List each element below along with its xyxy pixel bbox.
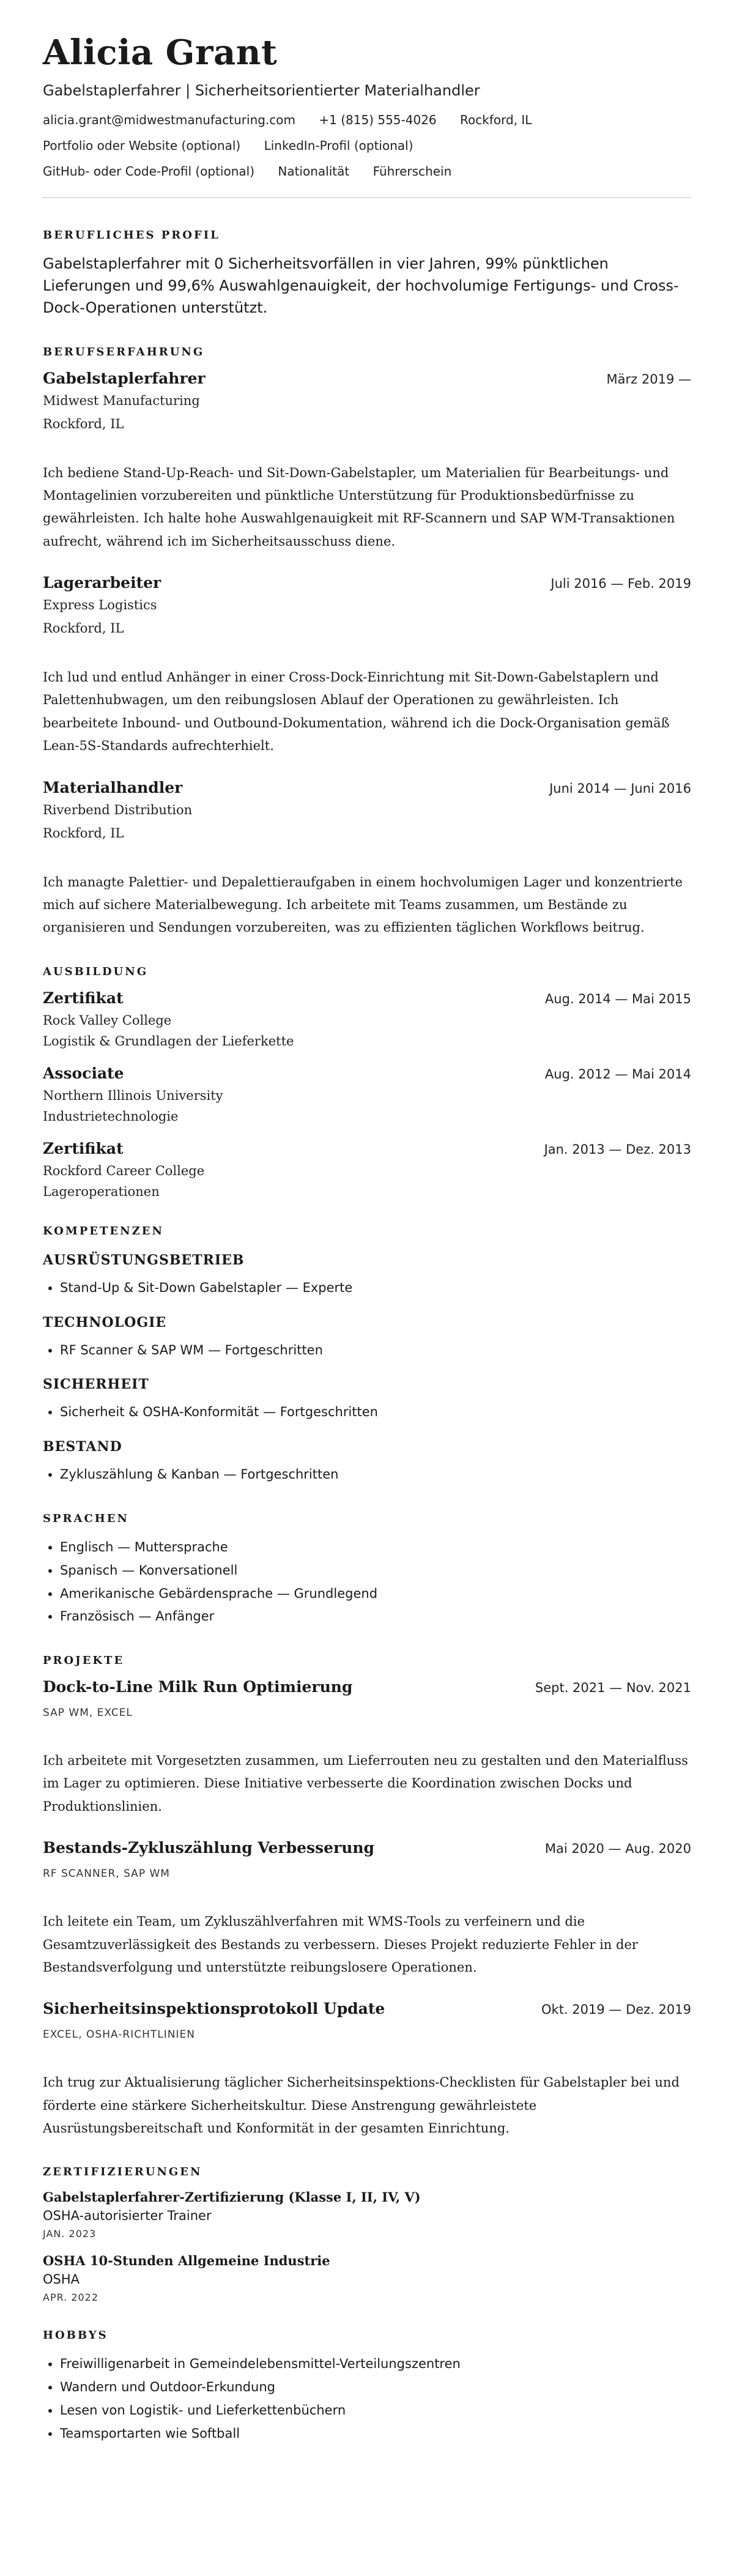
skill-item: • Sicherheit & OSHA-Konformität — Fortgeschritten <box>60 1401 691 1424</box>
degree-title: Associate <box>43 1064 124 1082</box>
education-entry <box>43 1140 691 1199</box>
hobbies-heading: HOBBYS <box>43 2329 108 2342</box>
school-name: Rock Valley College <box>43 1012 172 1028</box>
job-location: Rockford, IL <box>43 416 124 431</box>
education-entry <box>43 989 691 1049</box>
nationality-text: Nationalität <box>278 163 350 179</box>
certification-org: OSHA <box>43 2272 80 2287</box>
project-date: Mai 2020 — Aug. 2020 <box>544 1841 691 1857</box>
project-description: Ich arbeitete mit Vorgesetzten zusammen, um Lieferrouten neu zu gestalten und den Materialfluss im Lager zu optimieren. Diese Initiative verbesserte die Koordination zwischen Docks und Produktionslinien. <box>43 1753 688 1814</box>
language-item: • Spanisch — Konversationell <box>60 1559 691 1583</box>
job-description: Ich bediene Stand-Up-Reach- und Sit-Down-Gabelstapler, um Materialien für Bearbeitungs- und Montagelinien vorzubereiten und pünktliche Unterstützung für Produktionsbedürfnisse zu gewährleisten. Ich halte hohe Auswahlgenauigkeit mit RF-Scannern und SAP WM-Transaktionen aufrecht, während ich im Sicherheitsausschuss diene. <box>43 465 675 549</box>
experience-section <box>43 346 691 940</box>
skill-item: • Zykluszählung & Kanban — Fortgeschritten <box>60 1463 691 1487</box>
skill-group-title: AUSRÜSTUNGSBETRIEB <box>43 1252 245 1268</box>
skill-list <box>43 1401 691 1424</box>
job-location: Rockford, IL <box>43 621 124 636</box>
education-date: Aug. 2014 — Mai 2015 <box>544 991 691 1006</box>
certification-entry <box>43 2253 691 2303</box>
projects-section <box>43 1654 691 2140</box>
certification-entry <box>43 2189 691 2240</box>
certification-name: OSHA 10-Stunden Allgemeine Industrie <box>43 2253 330 2269</box>
email-link[interactable]: alicia.grant@midwestmanufacturing.com <box>43 112 296 127</box>
skill-list <box>43 1277 691 1300</box>
job-description: Ich managte Palettier- und Depalettieraufgaben in einem hochvolumigen Lager und konzentrierte mich auf sichere Materialbewegung. Ich arbeitete mit Teams zusammen, um Bestände zu organisieren und Sendungen vorzubereiten, was zu effizienten täglichen Workflows beitrug. <box>43 874 683 935</box>
experience-entry <box>43 369 691 554</box>
study-field: Industrietechnologie <box>43 1108 179 1124</box>
contact-row-3 <box>43 164 691 179</box>
contact-row-2 <box>43 138 691 153</box>
school-name: Rockford Career College <box>43 1163 205 1178</box>
company-name: Riverbend Distribution <box>43 802 193 817</box>
location-text: Rockford, IL <box>460 112 532 127</box>
job-date: Juli 2016 — Feb. 2019 <box>550 576 691 592</box>
education-section <box>43 965 691 1199</box>
skill-group-title: TECHNOLOGIE <box>43 1314 167 1331</box>
education-date: Aug. 2012 — Mai 2014 <box>544 1066 691 1082</box>
education-date: Jan. 2013 — Dez. 2013 <box>544 1141 691 1157</box>
education-heading: AUSBILDUNG <box>43 965 149 978</box>
certification-date: APR. 2022 <box>43 2292 99 2304</box>
job-title: Gabelstaplerfahrer <box>43 369 206 387</box>
languages-heading: SPRACHEN <box>43 1512 129 1525</box>
project-name: Sicherheitsinspektionsprotokoll Update <box>43 2000 385 2018</box>
language-item: • Französisch — Anfänger <box>60 1605 691 1628</box>
project-name: Dock-to-Line Milk Run Optimierung <box>43 1678 353 1696</box>
project-entry <box>43 1678 691 1818</box>
experience-heading: BERUFSERFAHRUNG <box>43 345 205 358</box>
candidate-name: Alicia Grant <box>43 32 278 73</box>
skill-list <box>43 1339 691 1362</box>
job-date: März 2019 — <box>606 371 691 387</box>
hobby-list <box>43 2353 691 2445</box>
company-name: Midwest Manufacturing <box>43 393 200 408</box>
contact-row-1 <box>43 113 691 127</box>
skills-section <box>43 1225 691 1487</box>
degree-title: Zertifikat <box>43 989 124 1007</box>
certification-date: JAN. 2023 <box>43 2228 97 2240</box>
certifications-heading: ZERTIFIZIERUNGEN <box>43 2166 202 2179</box>
experience-entry <box>43 779 691 940</box>
skill-list <box>43 1463 691 1487</box>
header-divider <box>43 197 691 198</box>
job-date: Juni 2014 — Juni 2016 <box>549 781 691 796</box>
experience-entry <box>43 574 691 758</box>
project-date: Sept. 2021 — Nov. 2021 <box>535 1680 691 1696</box>
project-entry <box>43 1839 691 1979</box>
github-link[interactable]: GitHub- oder Code-Profil (optional) <box>43 163 255 179</box>
project-tech: EXCEL, OSHA-RICHTLINIEN <box>43 2029 195 2041</box>
project-entry <box>43 2000 691 2140</box>
hobby-item: • Lesen von Logistik- und Lieferkettenbüchern <box>60 2399 691 2422</box>
study-field: Lageroperationen <box>43 1184 160 1199</box>
skill-group-title: BESTAND <box>43 1439 122 1455</box>
language-item: • Amerikanische Gebärdensprache — Grundlegend <box>60 1583 691 1606</box>
job-title: Lagerarbeiter <box>43 574 161 592</box>
project-tech: SAP WM, EXCEL <box>43 1707 133 1720</box>
portfolio-link[interactable]: Portfolio oder Website (optional) <box>43 138 241 153</box>
certification-org: OSHA-autorisierter Trainer <box>43 2208 212 2224</box>
certifications-section <box>43 2166 691 2303</box>
school-name: Northern Illinois University <box>43 1088 223 1103</box>
project-description: Ich leitete ein Team, um Zykluszählverfahren mit WMS-Tools zu verfeinern und die Gesamtzuverlässigkeit des Bestands zu verbessern. Dieses Projekt reduzierte Fehler in der Bestandsverfolgung und unterstützte reibungslosere Operationen. <box>43 1914 638 1975</box>
certification-name: Gabelstaplerfahrer-Zertifizierung (Klasse I, II, IV, V) <box>43 2189 421 2205</box>
project-tech: RF SCANNER, SAP WM <box>43 1868 170 1880</box>
study-field: Logistik & Grundlagen der Lieferkette <box>43 1033 294 1049</box>
job-title: Materialhandler <box>43 778 183 796</box>
language-list <box>43 1536 691 1628</box>
education-entry <box>43 1064 691 1124</box>
candidate-headline: Gabelstaplerfahrer | Sicherheitsorientierter Materialhandler <box>43 81 480 99</box>
job-description: Ich lud und entlud Anhänger in einer Cross-Dock-Einrichtung mit Sit-Down-Gabelstaplern und Palettenhubwagen, um den reibungslosen Ablauf der Operationen zu gewährleisten. Ich bearbeitete Inbound- und Outbound-Dokumentation, während ich die Dock-Organisation gemäß Lean-5S-Standards aufrechterhielt. <box>43 670 670 754</box>
projects-heading: PROJEKTE <box>43 1654 125 1668</box>
skill-group-title: SICHERHEIT <box>43 1376 149 1393</box>
project-name: Bestands-Zykluszählung Verbesserung <box>43 1839 375 1857</box>
company-name: Express Logistics <box>43 598 157 613</box>
hobby-item: • Teamsportarten wie Softball <box>60 2422 691 2446</box>
skill-item: • RF Scanner & SAP WM — Fortgeschritten <box>60 1339 691 1362</box>
phone-link[interactable]: +1 (815) 555-4026 <box>319 112 437 127</box>
license-text: Führerschein <box>373 163 452 179</box>
job-location: Rockford, IL <box>43 825 124 841</box>
language-item: • Englisch — Muttersprache <box>60 1536 691 1559</box>
skill-item: • Stand-Up & Sit-Down Gabelstapler — Experte <box>60 1277 691 1300</box>
profile-heading: BERUFLICHES PROFIL <box>43 228 220 242</box>
hobby-item: • Freiwilligenarbeit in Gemeindelebensmittel-Verteilungszentren <box>60 2353 691 2376</box>
linkedin-link[interactable]: LinkedIn-Profil (optional) <box>264 138 413 153</box>
hobbies-section <box>43 2329 691 2445</box>
project-description: Ich trug zur Aktualisierung täglicher Sicherheitsinspektions-Checklisten für Gabelstapler bei und förderte eine stärkere Sicherheitskultur. Diese Anstrengung gewährleistete Ausrüstungsbereitschaft und Konformität in der gesamten Einrichtung. <box>43 2075 680 2136</box>
degree-title: Zertifikat <box>43 1139 124 1157</box>
skills-heading: KOMPETENZEN <box>43 1224 164 1238</box>
profile-summary: Gabelstaplerfahrer mit 0 Sicherheitsvorfällen in vier Jahren, 99% pünktlichen Lieferungen und 99,6% Auswahlgenauigkeit, der hochvolumige Fertigungs- und Cross-Dock-Operationen unterstützt. <box>43 254 679 316</box>
languages-section <box>43 1512 691 1628</box>
hobby-item: • Wandern und Outdoor-Erkundung <box>60 2376 691 2399</box>
project-date: Okt. 2019 — Dez. 2019 <box>541 2002 691 2017</box>
